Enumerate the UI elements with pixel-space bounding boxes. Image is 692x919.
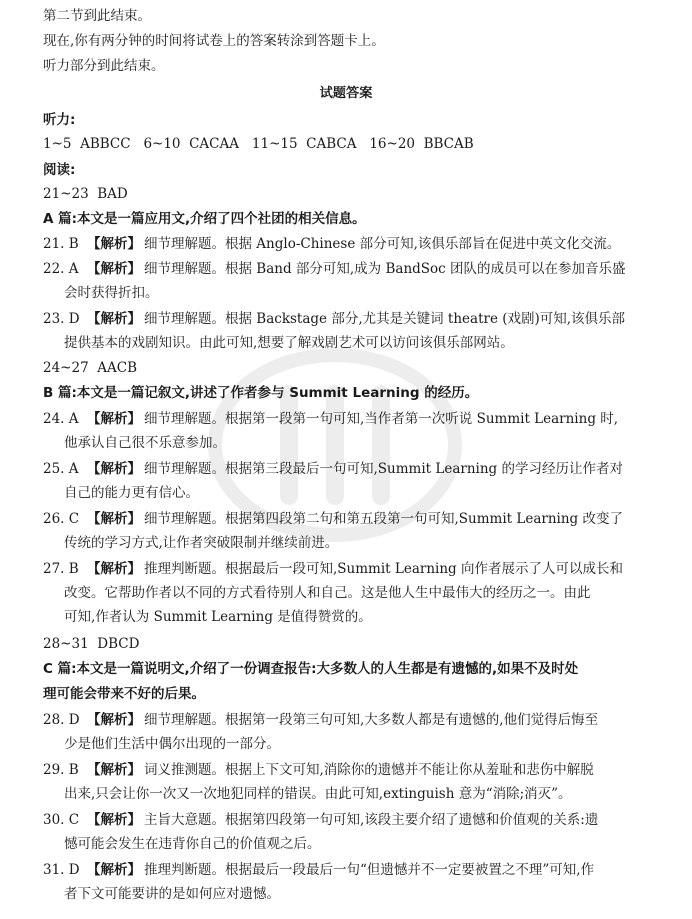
passage-c-summary-continued: 理可能会带来不好的后果。 — [43, 686, 205, 702]
reading-label: 阅读: — [43, 162, 76, 178]
answer-item-21 — [43, 234, 620, 254]
answer-item-29 — [43, 760, 594, 780]
intro-line-3: 听力部分到此结束。 — [43, 58, 165, 74]
analysis-tag: 【解析】 — [87, 511, 141, 527]
question-number: 31. D — [43, 862, 80, 878]
analysis-text: 细节理解题。根据第一段第一句可知,当作者第一次听说 Summit Learning 时, — [144, 411, 619, 427]
answer-item-31 — [43, 860, 594, 880]
question-number: 23. D — [43, 311, 80, 327]
analysis-tag: 【解析】 — [87, 712, 141, 728]
analysis-continuation: 者下文可能要讲的是如何应对遗憾。 — [64, 886, 280, 902]
intro-line-1: 第二节到此结束。 — [43, 8, 151, 24]
question-number: 25. A — [43, 461, 79, 477]
section-heading: 试题答案 — [319, 86, 373, 101]
answer-item-22 — [43, 259, 626, 279]
question-number: 30. C — [43, 812, 80, 828]
analysis-tag: 【解析】 — [87, 261, 141, 277]
listening-label: 听力: — [43, 112, 76, 128]
question-number: 28. D — [43, 712, 80, 728]
analysis-text: 推理判断题。根据最后一段可知,Summit Learning 向作者展示了人可以成长和 — [144, 561, 623, 577]
analysis-continuation: 提供基本的戏剧知识。由此可知,想要了解戏剧艺术可以访问该俱乐部网站。 — [64, 335, 514, 351]
answer-item-26 — [43, 509, 623, 529]
analysis-continuation: 会时获得折扣。 — [64, 285, 159, 301]
analysis-text: 主旨大意题。根据第四段第一句可知,该段主要介绍了遗憾和价值观的关系:遗 — [144, 812, 599, 828]
answer-range-28-31: 28~31 DBCD — [43, 636, 140, 652]
analysis-text: 细节理解题。根据第三段最后一句可知,Summit Learning 的学习经历让作者对 — [144, 461, 623, 477]
analysis-continuation: 自己的能力更有信心。 — [64, 485, 199, 501]
answer-item-24 — [43, 409, 618, 429]
answer-range-24-27: 24~27 AACB — [43, 360, 137, 376]
passage-c-summary: C 篇:本文是一篇说明文,介绍了一份调查报告:大多数人的人生都是有遗憾的,如果不及时处 — [43, 661, 579, 677]
question-number: 21. B — [43, 236, 79, 252]
analysis-tag: 【解析】 — [87, 461, 141, 477]
analysis-continuation: 憾可能会发生在违背你自己的价值观之后。 — [64, 836, 321, 852]
intro-line-2: 现在,你有两分钟的时间将试卷上的答案转涂到答题卡上。 — [43, 33, 385, 49]
analysis-continuation: 少是他们生活中偶尔出现的一部分。 — [64, 736, 280, 752]
answer-item-28 — [43, 710, 598, 730]
question-number: 24. A — [43, 411, 79, 427]
analysis-continuation: 他承认自己很不乐意参加。 — [64, 435, 226, 451]
question-number: 29. B — [43, 762, 79, 778]
analysis-tag: 【解析】 — [87, 812, 141, 828]
answer-item-27 — [43, 559, 623, 579]
analysis-tag: 【解析】 — [87, 561, 141, 577]
analysis-text: 细节理解题。根据 Band 部分可知,成为 BandSoc 团队的成员可以在参加音乐盛 — [144, 261, 626, 277]
question-number: 27. B — [43, 561, 79, 577]
analysis-continuation: 改变。它帮助作者以不同的方式看待别人和自己。这是他人生中最伟大的经历之一。由此 — [64, 585, 591, 601]
analysis-text: 推理判断题。根据最后一段最后一句“但遗憾并不一定要被置之不理”可知,作 — [144, 862, 595, 878]
analysis-text: 词义推测题。根据上下文可知,消除你的遗憾并不能让你从羞耻和悲伤中解脱 — [144, 762, 594, 778]
analysis-tag: 【解析】 — [87, 411, 141, 427]
answer-range-21-23: 21~23 BAD — [43, 186, 128, 202]
question-number: 26. C — [43, 511, 80, 527]
question-number: 22. A — [43, 261, 79, 277]
passage-b-summary: B 篇:本文是一篇记叙文,讲述了作者参与 Summit Learning 的经历。 — [43, 385, 479, 401]
analysis-tag: 【解析】 — [87, 762, 141, 778]
analysis-continuation: 出来,只会让你一次又一次地犯同样的错误。由此可知,extinguish 意为“消除;消灭”。 — [64, 786, 572, 802]
passage-a-summary: A 篇:本文是一篇应用文,介绍了四个社团的相关信息。 — [43, 211, 366, 227]
answer-item-23 — [43, 309, 625, 329]
analysis-tag: 【解析】 — [87, 862, 141, 878]
analysis-text: 细节理解题。根据 Backstage 部分,尤其是关键词 theatre (戏剧)可知,该俱乐部 — [144, 311, 626, 327]
listening-answers: 1~5 ABBCC 6~10 CACAA 11~15 CABCA 16~20 BBCAB — [43, 136, 474, 152]
analysis-tag: 【解析】 — [87, 311, 141, 327]
analysis-tag: 【解析】 — [87, 236, 141, 252]
analysis-text: 细节理解题。根据第一段第三句可知,大多数人都是有遗憾的,他们觉得后悔至 — [144, 712, 599, 728]
analysis-continuation: 可知,作者认为 Summit Learning 是值得赞赏的。 — [64, 609, 372, 625]
analysis-text: 细节理解题。根据第四段第二句和第五段第一句可知,Summit Learning 改变了 — [144, 511, 623, 527]
analysis-text: 细节理解题。根据 Anglo-Chinese 部分可知,该俱乐部旨在促进中英文化交流。 — [144, 236, 621, 252]
analysis-continuation: 传统的学习方式,让作者突破限制并继续前进。 — [64, 535, 339, 551]
answer-item-25 — [43, 459, 623, 479]
answer-item-30 — [43, 810, 598, 830]
